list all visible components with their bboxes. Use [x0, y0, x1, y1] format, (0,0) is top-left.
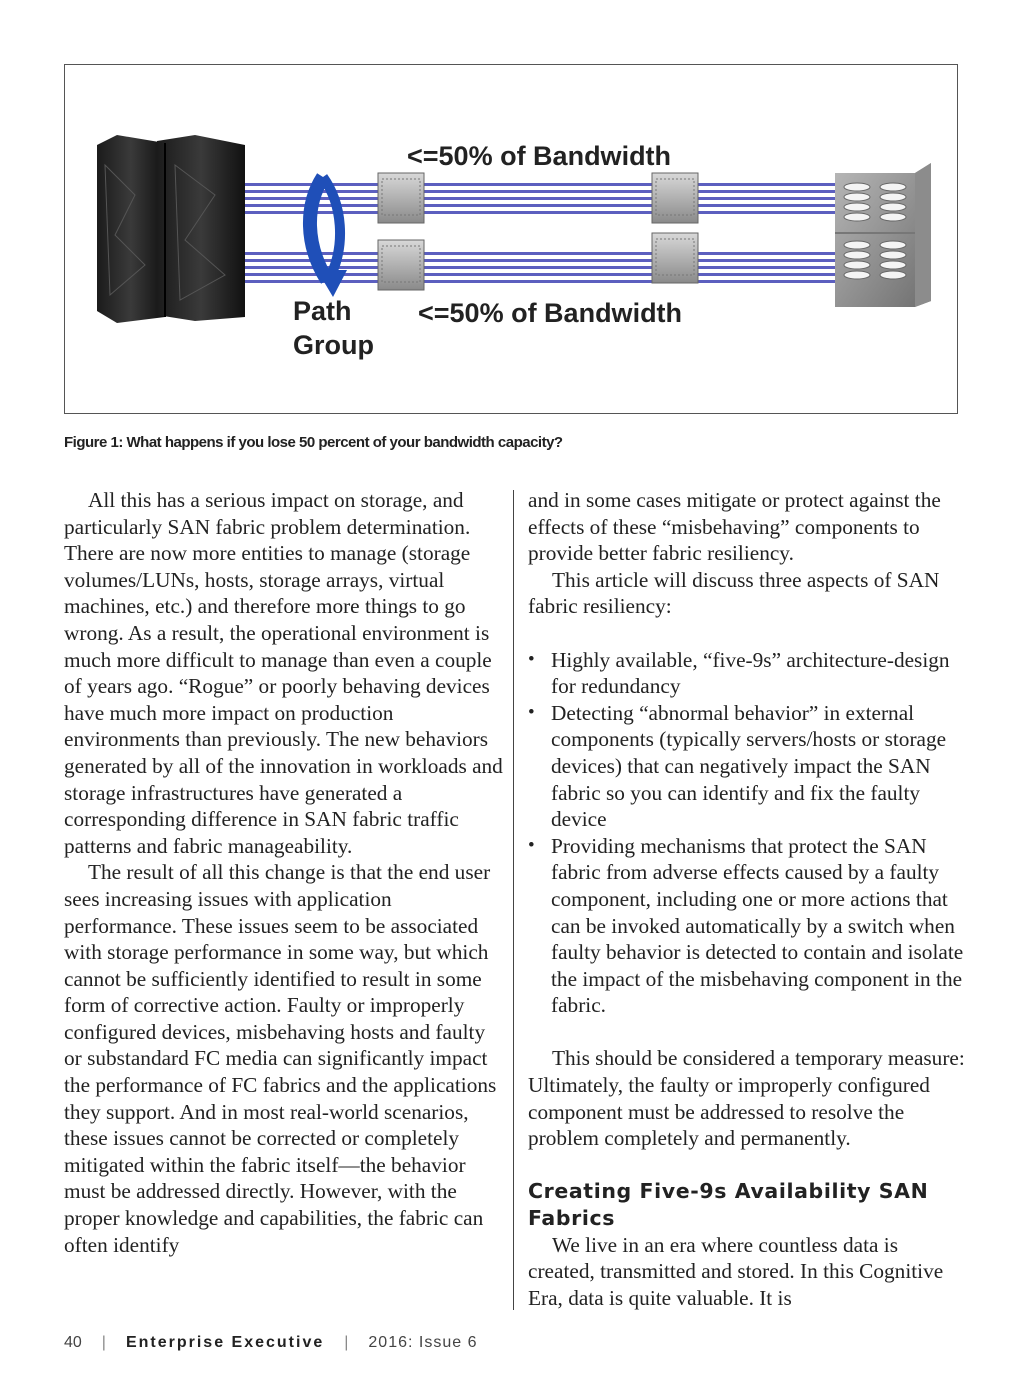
label-group: Group [293, 330, 374, 360]
switch-bottom-right-icon [652, 233, 698, 283]
label-top-bandwidth: <=50% of Bandwidth [407, 141, 672, 171]
switch-top-left-icon [378, 173, 424, 223]
list-item: • Highly available, “five-9s” architecture-design for redundancy [528, 647, 968, 700]
page-number: 40 [64, 1334, 82, 1351]
column-divider [513, 490, 514, 1310]
publication-name: Enterprise Executive [125, 1334, 325, 1351]
list-item: • Providing mechanisms that protect the SAN fabric from adverse effects caused by a faulty component, including one or more actions that can be invoked automatically by a switch when faulty behavior is detected to contain and isolate the impact of the misbehaving component in the fabric. [528, 833, 968, 1019]
mainframe-server-icon [97, 135, 245, 323]
section-heading: Creating Five-9s Availability SAN Fabrics [528, 1179, 929, 1231]
right-column [528, 487, 968, 1311]
figure-diagram [64, 64, 958, 414]
left-column [64, 487, 504, 1258]
figure-caption: Figure 1: What happens if you lose 50 percent of your bandwidth capacity? [64, 434, 563, 451]
right-paragraph-1: and in some cases mitigate or protect against the effects of these “misbehaving” components to provide better fabric resiliency. [528, 488, 941, 566]
left-paragraph-1: All this has a serious impact on storage, and particularly SAN fabric problem determination. There are now more entities to manage (storage volumes/LUNs, hosts, storage arrays, virtual machines, etc.) and therefore more things to go wrong. As a result, the operational environment is much more difficult to manage than even a couple of years ago. “Rogue” or poorly behaving devices have much more impact on production environments than previously. The new behaviors generated by all of the innovation in workloads and storage infrastructures have generated a corresponding difference in SAN fabric traffic patterns and fabric manageability. [64, 488, 503, 858]
switch-top-right-icon [652, 173, 698, 223]
aspect-list [528, 647, 968, 1019]
label-bottom-bandwidth: <=50% of Bandwidth [418, 298, 683, 328]
issue-label: 2016: Issue 6 [368, 1334, 478, 1351]
page-footer: 40 | Enterprise Executive | 2016: Issue 6 [64, 1334, 478, 1351]
right-paragraph-3: This should be considered a temporary measure: Ultimately, the faulty or improperly configured component must be addressed to resolve the problem completely and permanently. [528, 1046, 965, 1151]
switch-bottom-left-icon [378, 240, 424, 290]
right-paragraph-4: We live in an era where countless data is created, transmitted and stored. In this Cognitive Era, data is quite valuable. It is [528, 1232, 944, 1310]
left-paragraph-2: The result of all this change is that the end user sees increasing issues with application performance. These issues seem to be associated with storage performance in some way, but which cannot be sufficiently identified to result in some form of corrective action. Faulty or improperly configured devices, misbehaving hosts and faulty or substandard FC media can significantly impact the performance of FC fabrics and the applications they support. And in most real-world scenarios, these issues cannot be corrected or completely mitigated within the fabric itself—the behavior must be addressed directly. However, with the proper knowledge and capabilities, the fabric can often identify [64, 860, 497, 1257]
right-paragraph-2: This article will discuss three aspects of SAN fabric resiliency: [528, 567, 940, 619]
path-group-arrow-icon [310, 177, 347, 297]
storage-array-icon [835, 163, 931, 307]
label-path: Path [293, 296, 352, 326]
list-item: • Detecting “abnormal behavior” in external components (typically servers/hosts or storage devices) that can negatively impact the SAN fabric so you can identify and fix the faulty device [528, 700, 968, 833]
